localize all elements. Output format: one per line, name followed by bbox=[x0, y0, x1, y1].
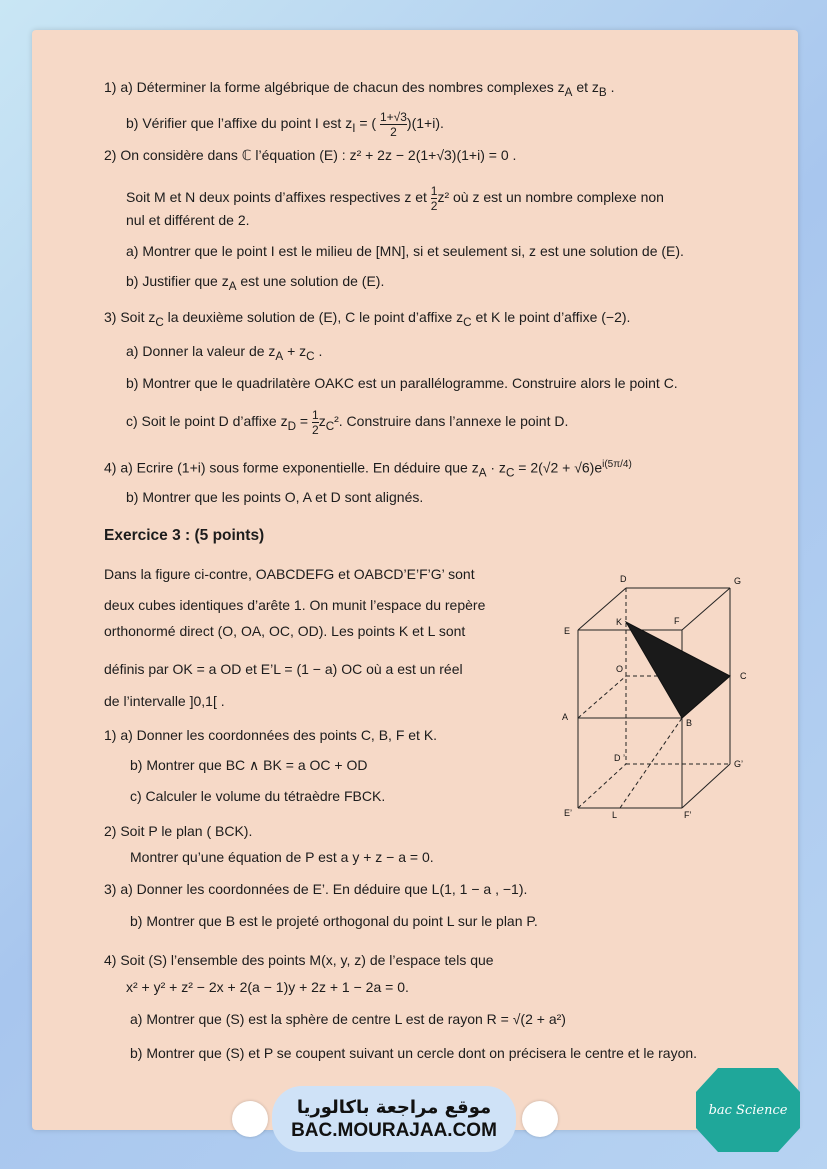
ex3-title: Exercice 3 : (5 points) bbox=[104, 527, 265, 544]
ex3-q1b: b) Montrer que BC ∧ BK = a OC + OD bbox=[130, 757, 368, 773]
label-Ep: E’ bbox=[564, 808, 573, 818]
ex3-q2-eq: Montrer qu’une équation de P est a y + z − a = 0. bbox=[130, 849, 434, 865]
ex3-intro-5: de l’intervalle ]0,1[ . bbox=[104, 693, 225, 709]
q4b: b) Montrer que les points O, A et D sont alignés. bbox=[126, 489, 424, 505]
ex3-q3a: 3) a) Donner les coordonnées de E’. En déduire que L(1, 1 − a , −1). bbox=[104, 881, 528, 897]
ex3-q4: 4) Soit (S) l’ensemble des points M(x, y, z) de l’espace tels que bbox=[104, 952, 494, 968]
ex3-q4b: b) Montrer que (S) et P se coupent suivant un cercle dont on précisera le centre et le rayon. bbox=[130, 1045, 698, 1061]
q2-equation: 2) On considère dans ℂ l’équation (E) : z² + 2z − 2(1+√3)(1+i) = 0 . bbox=[104, 147, 517, 163]
label-Fp: F’ bbox=[684, 810, 692, 820]
zI-fraction: $\frac{1+√3}{2}$ bbox=[379, 110, 407, 139]
label-C: C bbox=[740, 671, 747, 681]
ex3-intro-1: Dans la figure ci-contre, OABCDEFG et OABCD’E’F’G’ sont bbox=[104, 566, 475, 582]
label-K: K bbox=[616, 617, 623, 627]
q3b: b) Montrer que le quadrilatère OAKC est un parallélogramme. Construire alors le point C. bbox=[126, 375, 678, 391]
q2b: b) Justifier que $z_A$ est une solution de (E). bbox=[126, 273, 385, 293]
left-logo-icon bbox=[232, 1101, 268, 1137]
ex3-intro-4: définis par OK = a OD et E’L = (1 − a) OC où a est un réel bbox=[104, 661, 463, 677]
ex3-q2: 2) Soit P le plan ( BCK). bbox=[104, 823, 253, 839]
label-O: O bbox=[616, 664, 624, 674]
label-L: L bbox=[612, 810, 618, 820]
label-Gp: G’ bbox=[734, 759, 743, 769]
label-G: G bbox=[734, 576, 742, 586]
triangle-kbc bbox=[626, 622, 730, 718]
q3: 3) Soit $z_C$ la deuxième solution de (E), C le point d’affixe $z_C$ et K le point d’affixe (−2). bbox=[104, 309, 631, 329]
label-D: D bbox=[620, 574, 627, 584]
q1b: b) Vérifier que l’affixe du point I est $z_I$ = ( $\frac{1+√3}{2}$ )(1+i). bbox=[126, 110, 444, 139]
label-E: E bbox=[564, 626, 571, 636]
label-B: B bbox=[686, 718, 693, 728]
ex3-q1c: c) Calculer le volume du tétraèdre FBCK. bbox=[130, 788, 386, 804]
q2a: a) Montrer que le point I est le milieu de [MN], si et seulement si, z est une solution de (E). bbox=[126, 243, 684, 259]
ex3-intro-3: orthonormé direct (O, OA, OC, OD). Les points K et L sont bbox=[104, 623, 466, 639]
ex3-q4-eq: x² + y² + z² − 2x + 2(a − 1)y + 2z + 1 − 2a = 0. bbox=[126, 979, 409, 995]
q3a: a) Donner la valeur de $z_A + z_C$ . bbox=[126, 343, 323, 363]
right-logo-icon bbox=[522, 1101, 558, 1137]
q3c: c) Soit le point D d’affixe $z_D$ = $\frac{1}{2}$ $z_C^2$. Construire dans l’annexe le point D. bbox=[126, 408, 569, 437]
q2-intro-2: nul et différent de 2. bbox=[126, 212, 250, 228]
site-name-arabic: موقع مراجعة باكالوريا bbox=[296, 1096, 492, 1118]
ex3-q4a: a) Montrer que (S) est la sphère de centre L est de rayon R = √(2 + a²) bbox=[130, 1011, 566, 1027]
q1a: 1) a) Déterminer la forme algébrique de chacun des nombres complexes $z_A$ et $z_B$ . bbox=[104, 79, 615, 99]
site-banner[interactable] bbox=[272, 1086, 516, 1152]
label-F: F bbox=[674, 616, 680, 626]
q4a: 4) a) Ecrire (1+i) sous forme exponentielle. En déduire que $z_A \cdot z_C = 2(√2 + √6)e^{i(5\pi/4)}$ bbox=[104, 459, 632, 480]
ex3-q3b: b) Montrer que B est le projeté orthogonal du point L sur le plan P. bbox=[130, 913, 538, 929]
ex3-q1a: 1) a) Donner les coordonnées des points C, B, F et K. bbox=[104, 727, 438, 743]
bac-science-badge: bac Science bbox=[694, 1066, 802, 1154]
q2-intro: Soit M et N deux points d’affixes respectives z et $\frac{1}{2}$ z² où z est un nombre complexe non bbox=[126, 184, 664, 213]
cube-figure bbox=[550, 568, 770, 828]
label-A: A bbox=[562, 712, 569, 722]
site-url[interactable]: BAC.MOURAJAA.COM bbox=[291, 1119, 497, 1141]
label-Dp: D ’ bbox=[614, 753, 625, 763]
half-fraction-2: $\frac{1}{2}$ bbox=[312, 408, 319, 437]
ex3-intro-2: deux cubes identiques d’arête 1. On munit l’espace du repère bbox=[104, 597, 486, 613]
half-fraction: $\frac{1}{2}$ bbox=[430, 184, 438, 213]
